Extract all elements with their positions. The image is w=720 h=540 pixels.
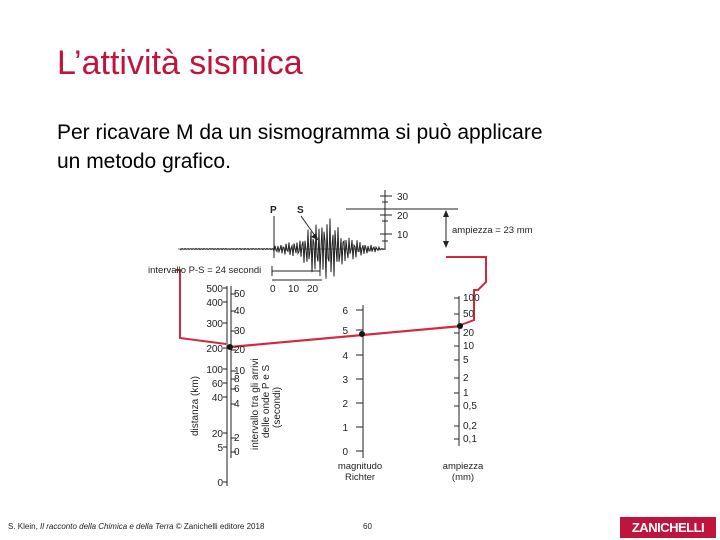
magnitude-tick-4: 4 (342, 351, 348, 362)
magnitude-label-line2: Richter (344, 472, 376, 483)
page-number: 60 (363, 522, 372, 531)
magnitude-tick-5: 5 (342, 326, 348, 337)
amplitude-scale-ticks (454, 298, 459, 439)
amplitude-tick-0-5: 0,5 (463, 401, 477, 412)
time-tick-20: 20 (307, 284, 319, 295)
interval-tick-30: 30 (234, 326, 246, 337)
amplitude-tick-1: 1 (463, 388, 469, 399)
interval-tick-0: 0 (234, 447, 240, 458)
interval-tick-4: 4 (234, 399, 240, 410)
distance-tick-100: 100 (206, 365, 223, 376)
interval-axis-label-line2: delle onde P e S (261, 364, 272, 438)
distance-axis-label: distanza (km) (190, 375, 201, 436)
s-wave-label: S (297, 205, 304, 216)
interval-tick-6: 6 (234, 384, 240, 395)
amp-ruler-tick-30: 30 (397, 192, 409, 203)
distance-tick-200: 200 (206, 344, 223, 355)
interval-tick-50: 50 (234, 289, 246, 300)
interval-tick-40: 40 (234, 306, 246, 317)
amp-ruler-tick-20: 20 (397, 211, 409, 222)
magnitude-point (359, 331, 365, 337)
magnitude-tick-3: 3 (342, 375, 348, 386)
magnitude-label-line1: magnitudo (337, 461, 383, 472)
distance-tick-20: 20 (211, 429, 223, 440)
amplitude-label: ampiezza = 23 mm (452, 225, 533, 236)
interval-label: intervallo P-S = 24 secondi (148, 265, 262, 276)
slide-title: L’attività sismica (57, 44, 303, 82)
magnitude-tick-2: 2 (342, 399, 348, 410)
magnitude-tick-1: 1 (342, 423, 348, 434)
amplitude-axis-label-line1: ampiezza (442, 461, 484, 472)
amplitude-tick-10: 10 (463, 341, 475, 352)
amplitude-arrowhead-down (443, 241, 449, 248)
distance-tick-500: 500 (206, 284, 223, 295)
amplitude-axis-label-line2: (mm) (451, 472, 475, 483)
distance-tick-0: 0 (217, 478, 223, 489)
distance-tick-60: 60 (211, 379, 223, 390)
footer-credit-publisher: © Zanichelli editore 2018 (173, 522, 265, 531)
time-tick-10: 10 (288, 284, 300, 295)
footer-credit (8, 522, 264, 531)
time-tick-0: 0 (270, 284, 276, 295)
p-wave-label: P (270, 205, 277, 216)
distance-tick-40: 40 (211, 393, 223, 404)
distance-tick-400: 400 (206, 298, 223, 309)
amplitude-arrowhead-up (443, 210, 449, 217)
s-wave-arrowhead (311, 233, 318, 240)
body-line-1: Per ricavare M da un sismogramma si può applicare (57, 121, 543, 144)
distance-tick-300: 300 (206, 319, 223, 330)
amplitude-tick-5: 5 (463, 355, 469, 366)
interval-axis-label-line3: (secondi) (272, 386, 283, 428)
interval-tick-8: 8 (234, 374, 240, 385)
interval-point (227, 344, 233, 350)
footer-credit-author: S. Klein, (8, 522, 41, 531)
distance-tick-5: 5 (217, 443, 223, 454)
amplitude-tick-0-1: 0,1 (463, 434, 477, 445)
body-line-2: un metodo grafico. (57, 150, 231, 173)
amplitude-tick-50: 50 (463, 309, 475, 320)
publisher-logo: ZANICHELLI (620, 517, 716, 538)
amplitude-tick-100: 100 (463, 293, 480, 304)
amplitude-tick-20: 20 (463, 328, 475, 339)
amp-ruler-tick-10: 10 (397, 230, 409, 241)
interval-axis-label-line1: intervallo tra gli arrivi (250, 358, 261, 450)
amplitude-tick-0-2: 0,2 (463, 421, 477, 432)
footer-credit-book: Il racconto della Chimica e della Terra (40, 522, 174, 531)
interval-tick-2: 2 (234, 433, 240, 444)
interval-tick-10: 10 (234, 366, 246, 377)
magnitude-tick-6: 6 (342, 306, 348, 317)
magnitude-tick-0: 0 (342, 447, 348, 458)
interval-tick-20: 20 (234, 345, 246, 356)
amplitude-ruler-ticks (380, 196, 392, 241)
amplitude-tick-2: 2 (463, 373, 469, 384)
